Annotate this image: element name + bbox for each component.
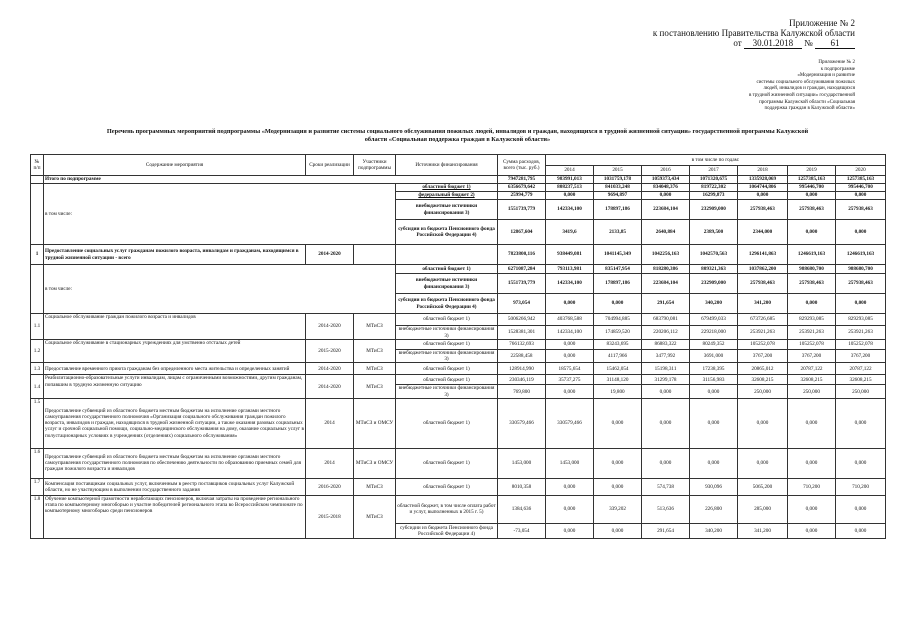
table-row: внебюджетные источники финансирования 3) 22588,458 0,000 4117,966 3477,992 3691,000 3767,200 3767,200 3767,200 [31,350,886,363]
table-row: внебюджетные источники финансирования 3) 769,800 0,000 19,800 0,000 0,000 250,000 250,000 250,000 [31,385,886,398]
sub-header-line: системы социального обслуживания пожилых [756,79,855,85]
table-row: 1.6 Предоставление субвенций из областного бюджета местным бюджетам на исполнение органами местного самоуправления государственного полномочия по обеспечению деятельности по образованию приемных семей для граждан пожилого возраста и инвалидов 2014 МТиСЗ и ОМСУ областной бюджет 1) 1453,000 1453,000 0,000 0,000 0,000 0,000 0,000 0,000 [31,448,886,478]
table-row: в том числе: областной бюджет 1) 6356679,642 808237,513 841033,248 834048,376 819722,302 1064744,806 995446,700 995446,700 [31,184,886,192]
table-row: субсидии из бюджета Пенсионного фонда Российской Федерации 4) -73,054 0,000 0,000 291,654 340,200 341,200 0,000 0,000 [31,523,886,538]
table-row: внебюджетные источники финансирования 3) 1528381,301 142334,100 174859,520 220206,112 229218,000 253921,263 253921,263 253921,263 [31,326,886,340]
table-row: в том числе: областной бюджет 1) 6271087,284 793113,981 835147,954 818280,386 809321,363 1037862,200 988680,700 988680,700 [31,265,886,274]
decree-header [653,18,855,49]
sub-header-line: программы Калужской области «Социальная [759,99,855,105]
table-row: 1.3 Предоставление временного приюта гражданам без определенного места жительства и определенных занятий 2014-2020 МТиСЗ областной бюджет 1) 128914,990 18575,654 15462,054 15198,311 17238,395 20865,012 20787,122 20787,122 [31,363,886,375]
table-row: 1.8 Обучение компьютерной грамотности неработающих пенсионеров, включая затраты на проведение регионального этапа по компьютерному многоборью и участие победителей регионального этапа во Всероссийском чемпионате по компьютерному многоборью среди пенсионеров 2015-2018 МТиСЗ областной бюджет, в том числе оплата работ и услуг, выполненных в 2015 г. 5) 1384,636 0,000 339,202 513,636 226,800 285,000 0,000 0,000 [31,495,886,523]
table-row: субсидии из бюджета Пенсионного фонда Российской Федерации 4) 12867,604 3419,6 2133,85 2640,884 2389,500 2344,000 0,000 0,000 [31,220,886,245]
subprogram-header [665,60,855,113]
col-year: 2020 [836,166,886,176]
table-row: 1.2 Социальное обслуживание в стационарных учреждениях для умственно отсталых детей 2015-2020 МТиСЗ областной бюджет 1) 766132,693 0,000 83243,695 86883,322 80249,352 105252,078 105252,078 105252,078 [31,340,886,350]
col-by-year: в том числе по годам: [546,155,886,166]
table-row: федеральный бюджет 2) 25994,779 0,000 9694,897 0,000 16299,873 0,000 0,000 0,000 [31,192,886,200]
col-event: Содержание мероприятия [44,155,306,176]
decree-date-line: от 30.01.2018 № 61 [653,38,855,49]
col-year: 2019 [788,166,836,176]
table-row: 1.1 Социальное обслуживание граждан пожилого возраста и инвалидов 2014-2020 МТиСЗ областной бюджет 1) 5006266,942 403768,588 704994,885 683790,081 679499,033 673726,685 829293,085 829293,085 [31,314,886,326]
document-title: Перечень программных мероприятий подпрограммы «Модернизация и развитие системы социального обслуживания пожилых людей, инвалидов и граждан, находящихся в трудной жизненной ситуации» государственной программы Калужской области «Социальная поддержка граждан в Калужской области» [106,128,809,143]
decree-date: 30.01.2018 [744,38,802,49]
table-row: субсидии из бюджета Пенсионного фонда Российской Федерации 4) 973,054 0,000 0,000 291,654 340,200 341,200 0,000 0,000 [31,294,886,314]
decree-number: 61 [815,38,855,49]
col-year: 2014 [546,166,594,176]
table-row: Итого по подпрограмме 7947281,795 983991,013 1031759,178 1059373,434 1071320,675 1335928,069 1257385,163 1257385,163 [31,176,886,184]
table-row: 1 Предоставление социальных услуг гражданам пожилого возраста, инвалидам и гражданам, находящимся в трудной жизненной ситуации - всего 2014-2020 7823800,116 938449,081 1041145,349 1042256,163 1042570,563 1296141,863 1246619,163 1246619,163 [31,245,886,265]
col-year: 2015 [594,166,642,176]
table-row: внебюджетные источники финансирования 3) 1551739,779 142334,100 178897,186 223684,104 232909,000 257938,463 257938,463 257938,463 [31,200,886,220]
table-row: 1.4 Реабилитационно-образовательные услуги инвалидам, лицам с ограниченными возможностями, другим гражданам, попавшим в трудную жизненную ситуацию 2014-2020 МТиСЗ областной бюджет 1) 230346,119 35737,275 31148,120 31299,178 31156,983 32608,215 32608,215 32608,215 [31,375,886,385]
appendix-label: Приложение № 2 [789,18,855,28]
sub-header-line: в трудной жизненной ситуации» государственной [749,92,855,98]
decree-label: к постановлению Правительства Калужской области [652,28,855,38]
table-row: внебюджетные источники финансирования 3) 1551739,779 142334,100 178897,186 223684,104 232909,000 257938,463 257938,463 257938,463 [31,274,886,294]
col-total: Сумма расходов, всего (тыс. руб.) [498,155,546,176]
col-year: 2018 [738,166,788,176]
col-year: 2017 [690,166,738,176]
sub-header-line: людей, инвалидов и граждан, находящихся [763,86,855,92]
table-row: 1.7 Компенсация поставщикам социальных услуг, включенным в реестр поставщиков социальных услуг Калужской области, но не участвующим в выполнении государственного задания 2016-2020 МТиСЗ областной бюджет 1) 8010,358 0,000 0,000 574,738 930,096 5065,200 710,200 710,200 [31,478,886,495]
col-num: № п/п [31,155,44,176]
sub-header-line: «Модернизация и развитие [797,73,855,79]
table-row: 1.5 Предоставление субвенций из областного бюджета местным бюджетам на исполнение органами местного самоуправления государственного полномочия «Организация социального обслуживания граждан пожилого возраста, инвалидов и граждан, находящихся в трудной жизненной ситуации, а также оказания разовых социальных услуг и срочной социальной помощи, социально-медицинского обслуживания на дому, оказание социальных услуг в полустационарных условиях в учреждениях (отделениях) социального обслуживания» 2014 МТиСЗ и ОМСУ областной бюджет 1) 330579,466 330579,466 0,000 0,000 0,000 0,000 0,000 0,000 [31,398,886,448]
col-period: Сроки реализации [306,155,354,176]
sub-header-line: Приложение № 2 [818,60,855,65]
sub-header-line: поддержка граждан в Калужской области» [764,106,855,112]
col-participants: Участники подпрограммы [354,155,396,176]
sub-header-line: к подпрограмме [820,66,855,72]
col-year: 2016 [642,166,690,176]
program-table [30,154,885,539]
col-source: Источники финансирования [396,155,498,176]
